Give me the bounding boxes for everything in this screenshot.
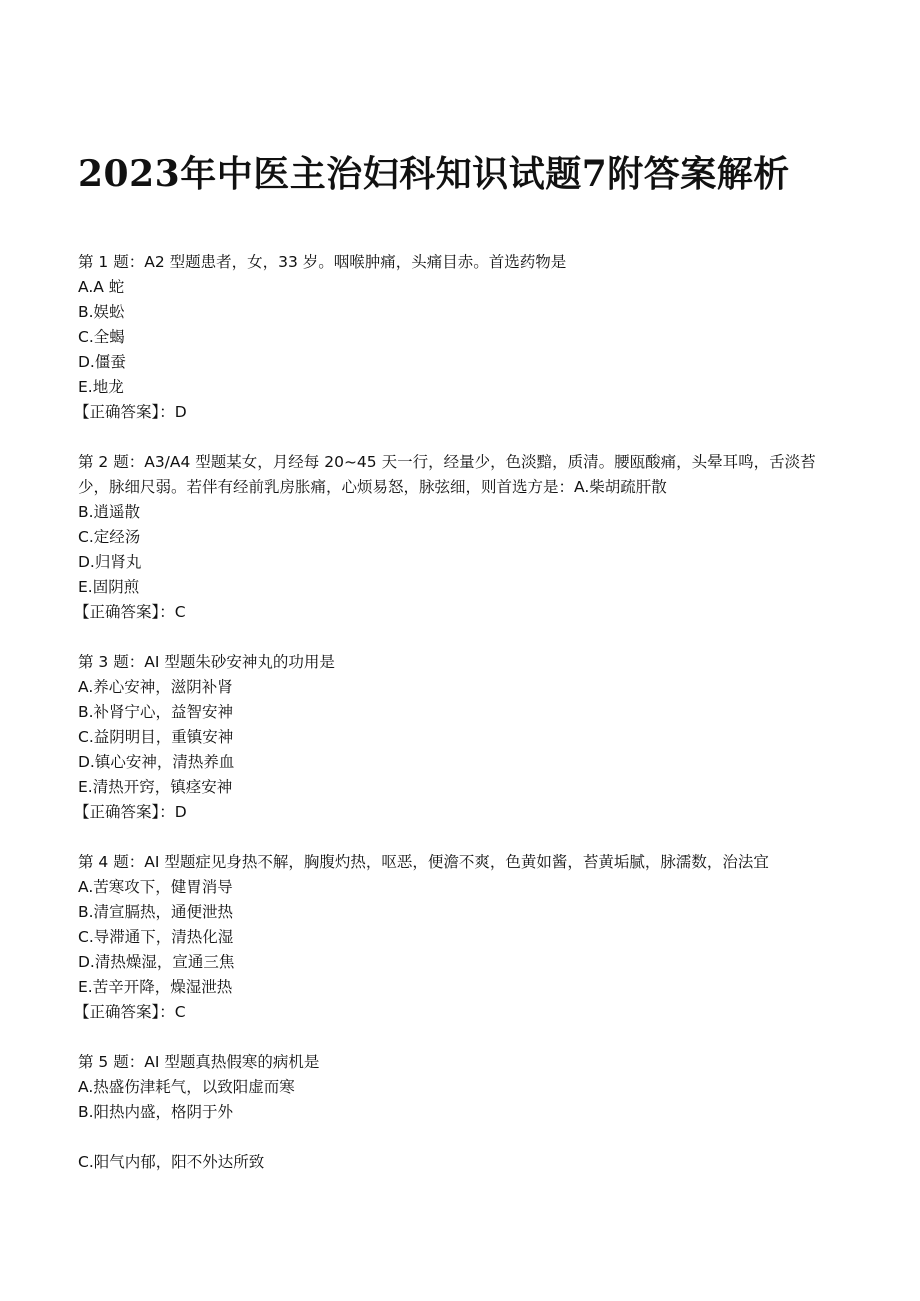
correct-answer: 【正确答案】：C [74, 603, 186, 621]
question-stem: 第 5 题：AI 型题真热假寒的病机是 [78, 1053, 320, 1071]
question-3 [74, 650, 838, 825]
question-4 [74, 850, 838, 1025]
option-e: E.苦辛开降，燥湿泄热 [78, 978, 233, 996]
option-a: A.A 蛇 [78, 278, 125, 296]
question-2 [74, 450, 838, 625]
question-5 [78, 1050, 838, 1175]
option-b: B.娱蚣 [78, 303, 125, 321]
correct-answer: 【正确答案】：D [74, 803, 187, 821]
option-e: E.地龙 [78, 378, 124, 396]
page-title: 2023年中医主治妇科知识试题7附答案解析 [78, 153, 790, 195]
option-c: C.导滞通下，清热化湿 [78, 928, 234, 946]
correct-answer: 【正确答案】：D [74, 403, 187, 421]
question-stem: 第 2 题：A3/A4 型题某女，月经每 20~45 天一行，经量少，色淡黯，质清。腰瓯酸痛，头晕耳鸣，舌淡苔少，脉细尺弱。若伴有经前乳房胀痛，心烦易怒，脉弦细，则首选方是：A.柴胡疏肝散 [78, 453, 816, 496]
option-b: B.清宣膈热，通便泄热 [78, 903, 234, 921]
correct-answer: 【正确答案】：C [74, 1003, 186, 1021]
option-d: D.镇心安神，清热养血 [78, 753, 235, 771]
question-stem: 第 4 题：AI 型题症见身热不解，胸腹灼热，呕恶，便澹不爽，色黄如酱，苔黄垢腻，脉濡数，治法宜 [78, 853, 769, 871]
option-a: A.苦寒攻下，健胃消导 [78, 878, 233, 896]
option-b: B.补肾宁心，益智安神 [78, 703, 234, 721]
question-list [74, 250, 838, 1200]
question-1 [74, 250, 838, 425]
option-a: A.热盛伤津耗气，以致阳虚而寒 [78, 1078, 295, 1096]
option-c: C.益阴明目，重镇安神 [78, 728, 234, 746]
option-d: D.僵蚕 [78, 353, 126, 371]
option-e: E.固阴煎 [78, 578, 140, 596]
option-b: B.阳热内盛，格阴于外 [78, 1103, 234, 1121]
question-stem: 第 3 题：AI 型题朱砂安神丸的功用是 [78, 653, 335, 671]
option-e: E.清热开窍，镇痉安神 [78, 778, 233, 796]
option-c: C.阳气内郁，阳不外达所致 [78, 1153, 265, 1171]
option-a: A.养心安神，滋阴补肾 [78, 678, 233, 696]
option-b: B.逍遥散 [78, 503, 141, 521]
option-d: D.清热燥湿，宣通三焦 [78, 953, 235, 971]
option-d: D.归肾丸 [78, 553, 142, 571]
option-c: C.定经汤 [78, 528, 141, 546]
option-c: C.全蝎 [78, 328, 125, 346]
question-stem: 第 1 题：A2 型题患者，女，33 岁。咽喉肿痛，头痛目赤。首选药物是 [78, 253, 567, 271]
